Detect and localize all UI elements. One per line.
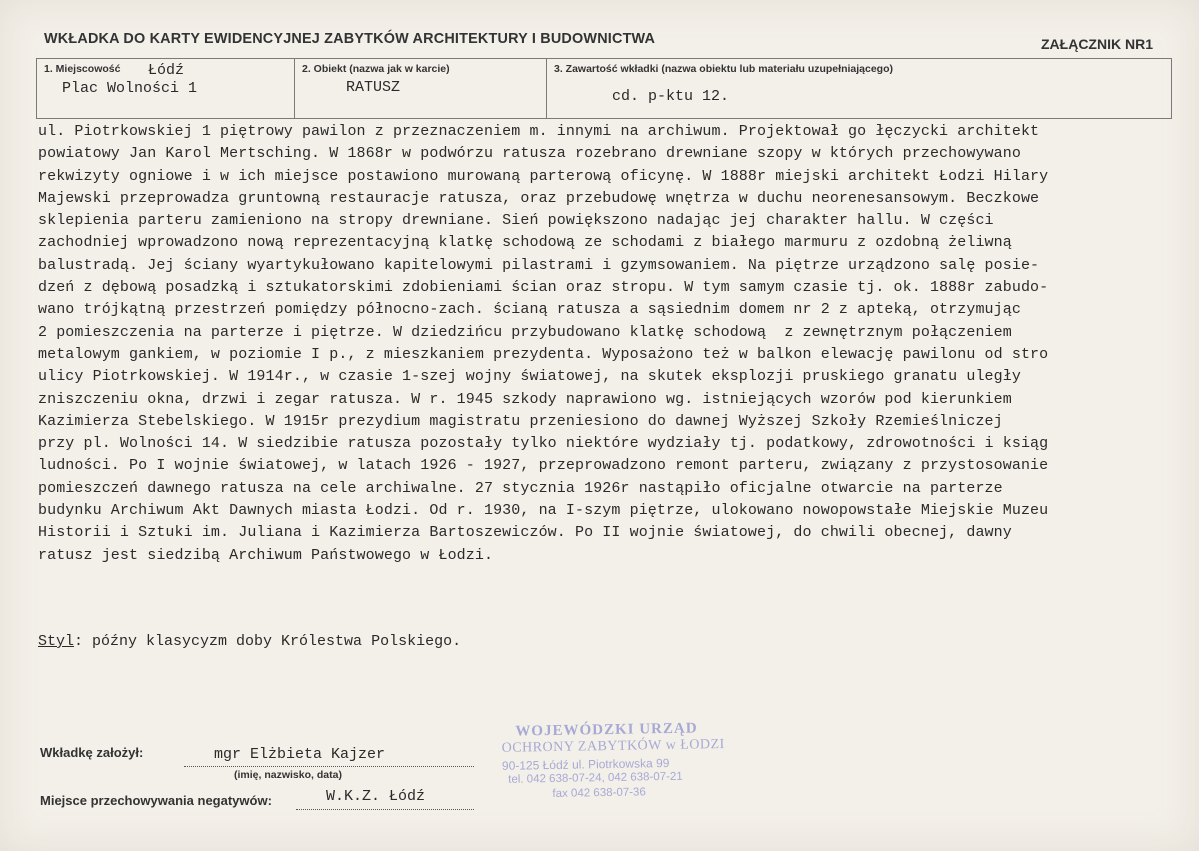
place-label: 1. Miejscowość [44, 63, 121, 75]
body-line: Historii i Sztuki im. Juliana i Kazimierza Bartoszewiczów. Po II wojnie światowej, do chwili obecnej, dawny [38, 524, 1012, 542]
stamp-line-4: tel. 042 638-07-24, 042 638-07-21 [508, 770, 683, 786]
body-line: zachodniej wprowadzono nową reprezentacyjną klatkę schodową ze schodami z białego marmuru z ozdobną żeliwną [38, 234, 1012, 252]
body-line: dzeń z dębową posadzką i sztukatorskimi zdobieniami ścian oraz stropu. W tym samym czasie tj. ok. 1888r zabudo- [38, 279, 1049, 297]
stamp-line-2: OCHRONY ZABYTKÓW w ŁODZI [501, 736, 725, 756]
style-value: : późny klasycyzm doby Królestwa Polskiego. [74, 633, 462, 650]
place-address: Plac Wolności 1 [62, 80, 198, 97]
body-line: przy pl. Wolności 14. W siedzibie ratusza pozostały tylko niektóre wydziały tj. podatkowy, zdrowotności i ksiąg [38, 435, 1049, 453]
body-line: metalowym gankiem, w poziomie I p., z mieszkaniem prezydenta. Wyposażono też w balkon elewację pawilonu od stro [38, 345, 1049, 363]
author-caption: (imię, nazwisko, data) [234, 769, 342, 781]
object-label: 2. Obiekt (nazwa jak w karcie) [302, 63, 450, 75]
header-top-rule [36, 58, 1172, 59]
storage-dotted-line [296, 809, 474, 810]
style-key: Styl [38, 633, 75, 650]
stamp-line-5: fax 042 638-07-36 [552, 786, 646, 801]
body-line: Kazimierza Stebelskiego. W 1915r prezydium magistratu przeniesiono do dawnej Wyższej Szkoły Rzemieślniczej [38, 412, 1003, 430]
stamp-line-1: WOJEWÓDZKI URZĄD [515, 720, 698, 740]
content-value: cd. p-ktu 12. [612, 88, 730, 105]
body-line: balustradą. Jej ściany wyartykułowano kapitelowymi pilastrami i gzymsowaniem. Na piętrze urządzono salę posie- [38, 256, 1040, 274]
style-line [38, 633, 461, 650]
body-line: budynku Archiwum Akt Dawnych miasta Łodzi. Od r. 1930, na I-szym piętrze, ulokowano nowopowstałe Miejskie Muzeu [38, 502, 1049, 520]
place-value: Łódź [148, 62, 185, 79]
body-line: ratusz jest siedzibą Archiwum Państwowego w Łodzi. [38, 546, 494, 564]
office-stamp [479, 720, 741, 815]
appendix-label: ZAŁĄCZNIK NR1 [1041, 36, 1153, 52]
header-right-border [1171, 58, 1172, 119]
header-divider-1 [294, 58, 295, 119]
body-line: ludności. Po I wojnie światowej, w latach 1926 - 1927, przeprowadzono remont parteru, związany z przystosowanie [38, 457, 1049, 475]
stamp-line-3: 90-125 Łódź ul. Piotrkowska 99 [501, 755, 670, 773]
body-line: Majewski przeprowadza gruntowną restauracje ratusza, oraz przebudowę wnętrza w duchu neorenesansowym. Beczkowe [38, 189, 1040, 207]
author-dotted-line [184, 766, 474, 767]
object-value: RATUSZ [346, 79, 401, 96]
author-value: mgr Elżbieta Kajzer [214, 746, 386, 763]
body-line: sklepienia parteru zamieniono na stropy drewniane. Sień powiększono nadając jej charakter hallu. W części [38, 212, 994, 230]
body-line: rekwizyty ogniowe i w ich miejsce postawiono murowaną parterową oficynę. W 1888r miejski architekt Łodzi Hilary [38, 167, 1049, 185]
content-label: 3. Zawartość wkładki (nazwa obiektu lub materiału uzupełniającego) [554, 63, 893, 75]
body-line: pomieszczeń dawnego ratusza na cele archiwalne. 27 stycznia 1926r nastąpiło oficjalne otwarcie na parterze [38, 479, 1003, 497]
body-line: powiatowy Jan Karol Mertsching. W 1868r w podwórzu ratusza rozebrano drewniane szopy w których przechowywano [38, 145, 1021, 163]
body-line: ulicy Piotrkowskiej. W 1914r., w czasie 1-szej wojny światowej, na skutek eksplozji pruskiego granatu uległy [38, 368, 1021, 386]
storage-label: Miejsce przechowywania negatywów: [40, 793, 272, 808]
header-left-border [36, 58, 37, 119]
storage-value: W.K.Z. Łódź [326, 788, 426, 805]
body-line: zniszczeniu okna, drzwi i zegar ratusza. W r. 1945 szkody naprawiono wg. istniejących wzorów pod kierunkiem [38, 390, 1012, 408]
body-text [38, 121, 1188, 567]
header-divider-2 [546, 58, 547, 119]
header-bottom-rule [36, 118, 1172, 119]
author-label: Wkładkę założył: [40, 745, 144, 760]
body-line: wano trójkątną przestrzeń pomiędzy północno-zach. ścianą ratusza a sąsiednim domem nr 2 z apteką, otrzymując [38, 301, 1021, 319]
body-line: 2 pomieszczenia na parterze i piętrze. W dziedzińcu przybudowano klatkę schodową z zewnętrznym połączeniem [38, 323, 1012, 341]
form-title: WKŁADKA DO KARTY EWIDENCYJNEJ ZABYTKÓW ARCHITEKTURY I BUDOWNICTWA [44, 30, 656, 47]
body-line: ul. Piotrkowskiej 1 piętrowy pawilon z przeznaczeniem m. innymi na archiwum. Projektował go łęczycki architekt [38, 123, 1040, 140]
